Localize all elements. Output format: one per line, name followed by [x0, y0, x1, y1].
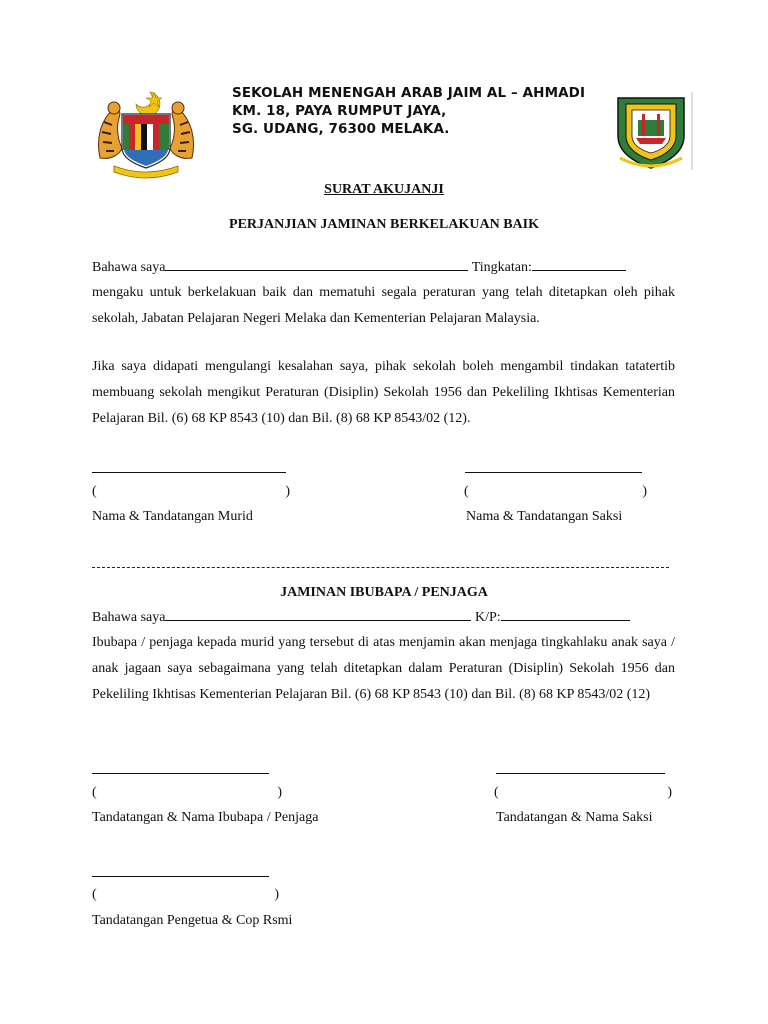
- parent-name-parentheses: ( ): [92, 785, 282, 800]
- school-crest-icon: [612, 92, 694, 170]
- parent-witness-parentheses: ( ): [494, 785, 672, 800]
- parent-guarantee-paragraph: Ibubapa / penjaga kepada murid yang tersebut di atas menjamin akan menjaga tingkahlaku anak saya / anak jagaan saya sebagaimana yang telah ditetapkan dalam Peraturan (Disiplin) Sekolah 1956 dan Pekeliling Ikhtisas Kementerian Pelajaran Bil. (6) 68 KP 8543 (10) dan Bil. (8) 68 KP 8543/02 (12): [92, 635, 675, 702]
- tingkatan-label: Tingkatan:: [471, 260, 532, 275]
- principal-signature-line[interactable]: [92, 876, 269, 877]
- malaysia-coat-of-arms-icon: [92, 88, 200, 180]
- kp-blank[interactable]: [501, 608, 630, 621]
- student-pledge-paragraph: mengaku untuk berkelakuan baik dan mematuhi segala peraturan yang telah ditetapkan oleh pihak sekolah, Jabatan Pelajaran Negeri Melaka dan Kementerian Pelajaran Malaysia.: [92, 285, 675, 326]
- parent-section-heading: JAMINAN IBUBAPA / PENJAGA: [280, 585, 488, 600]
- bahawa-saya-label: Bahawa saya: [92, 260, 166, 275]
- principal-signature-label: Tandatangan Pengetua & Cop Rsmi: [92, 913, 293, 928]
- tingkatan-blank[interactable]: [532, 258, 626, 271]
- parent-witness-signature-label: Tandatangan & Nama Saksi: [496, 810, 653, 825]
- student-name-line: [92, 258, 626, 276]
- school-name: SEKOLAH MENENGAH ARAB JAIM AL – AHMADI: [232, 85, 586, 101]
- student-name-parentheses: ( ): [92, 484, 290, 499]
- document-title: SURAT AKUJANJI: [324, 182, 444, 197]
- witness-signature-line[interactable]: [465, 472, 642, 473]
- student-name-blank[interactable]: [165, 258, 468, 271]
- principal-name-parentheses: ( ): [92, 887, 279, 902]
- section-separator: [92, 567, 669, 568]
- parent-name-blank[interactable]: [165, 608, 471, 621]
- parent-signature-label: Tandatangan & Nama Ibubapa / Penjaga: [92, 810, 319, 825]
- student-signature-line[interactable]: [92, 472, 286, 473]
- witness-name-parentheses: ( ): [464, 484, 647, 499]
- school-address-line: KM. 18, PAYA RUMPUT JAYA,: [232, 103, 447, 119]
- witness-signature-label: Nama & Tandatangan Saksi: [466, 509, 623, 524]
- student-signature-label: Nama & Tandatangan Murid: [92, 509, 253, 524]
- parent-signature-line[interactable]: [92, 773, 269, 774]
- parent-witness-signature-line[interactable]: [496, 773, 665, 774]
- disciplinary-paragraph: Jika saya didapati mengulangi kesalahan saya, pihak sekolah boleh mengambil tindakan tatatertib membuang sekolah mengikut Peraturan (Disiplin) Sekolah 1956 dan Pekeliling Ikhtisas Kementerian Pelajaran Bil. (6) 68 KP 8543 (10) dan Bil. (8) 68 KP 8543/02 (12).: [92, 359, 675, 426]
- school-address-block: [232, 84, 585, 138]
- school-address-line: SG. UDANG, 76300 MELAKA.: [232, 121, 450, 137]
- document-subtitle: PERJANJIAN JAMINAN BERKELAKUAN BAIK: [229, 217, 539, 232]
- bahawa-saya-label: Bahawa saya: [92, 610, 166, 625]
- parent-name-line: [92, 608, 630, 626]
- kp-label: K/P:: [474, 610, 501, 625]
